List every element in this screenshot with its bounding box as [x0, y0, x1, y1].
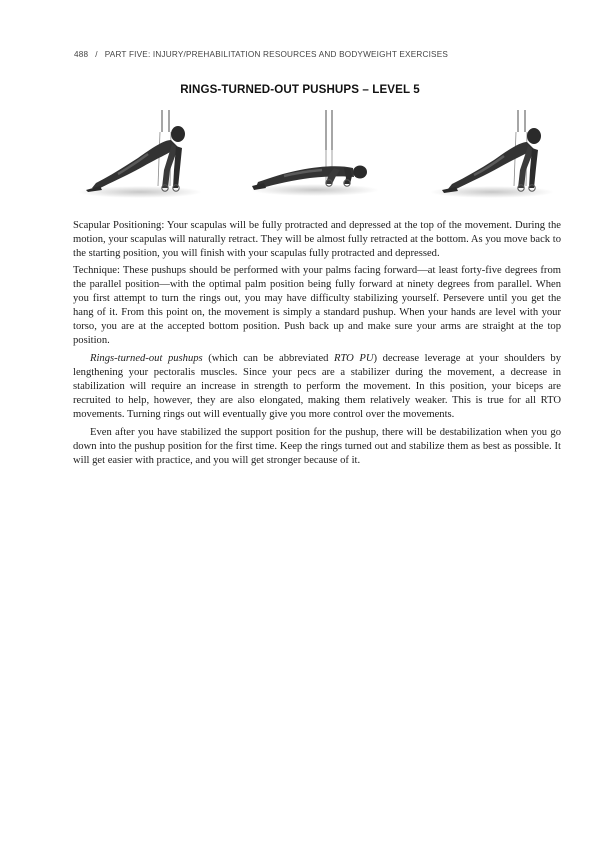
paragraph-scapular-positioning: Scapular Positioning: Your scapulas will be fully protracted and depressed at the top of the movement. During the motion, your scapulas will naturally retract. They will be almost fully retracted at the bottom. As you move back to the starting position, you will finish with your scapulas fully protracted and depressed.	[73, 220, 561, 259]
rto-text-part-2: ) decrease leverage at your shoulders by lengthening your pectoralis muscles. Since your pecs are a stabilizer during the movement, a decrease in stabilization will require an increase in strength to perform the movement. In this position, your biceps are recruited to help, however, they are also elongated, making them relatively weaker. This is true for all RTO movements. Turning rings out will eventually give you more control over the movements.	[73, 353, 561, 420]
section-title: RINGS-TURNED-OUT PUSHUPS – LEVEL 5	[180, 83, 420, 96]
running-head	[74, 50, 448, 59]
running-title: PART FIVE: INJURY/PREHABILITATION RESOURCES AND BODYWEIGHT EXERCISES	[104, 50, 449, 59]
page-number: 488	[74, 50, 89, 59]
body-text	[73, 219, 561, 471]
paragraph-technique: Technique: These pushups should be performed with your palms facing forward—at least forty-five degrees from the parallel position—with the optimal palm position being fully forward at ninety degrees from parallel. When you first attempt to turn the rings out, you may have difficulty stabilizing yourself. Persevere until you get the hang of it. From this point on, the movement is simply a standard pushup. When your hands are level with your torso, you are at the accepted bottom position. Push back up and make sure your arms are straight at the top position.	[73, 265, 561, 346]
figure-row	[70, 110, 534, 205]
paragraph-stabilization: Even after you have stabilized the support position for the pushup, there will be destabilization when you go down into the pushup position for the first time. Keep the rings turned out and stabilize them as best as possible. It will get easier with practice, and you will get stronger because of it.	[73, 427, 561, 466]
pushup-top-position-photo	[78, 110, 208, 205]
term-rto-pu: RTO PU	[334, 353, 374, 364]
paragraph-rto-pushups	[73, 352, 561, 422]
pushup-top-position-photo-2	[430, 110, 560, 205]
rto-text-part-1: (which can be abbreviated	[202, 353, 334, 364]
term-rings-turned-out-pushups: Rings-turned-out pushups	[90, 353, 203, 364]
header-separator: /	[95, 50, 98, 59]
pushup-bottom-position-photo	[250, 110, 380, 205]
